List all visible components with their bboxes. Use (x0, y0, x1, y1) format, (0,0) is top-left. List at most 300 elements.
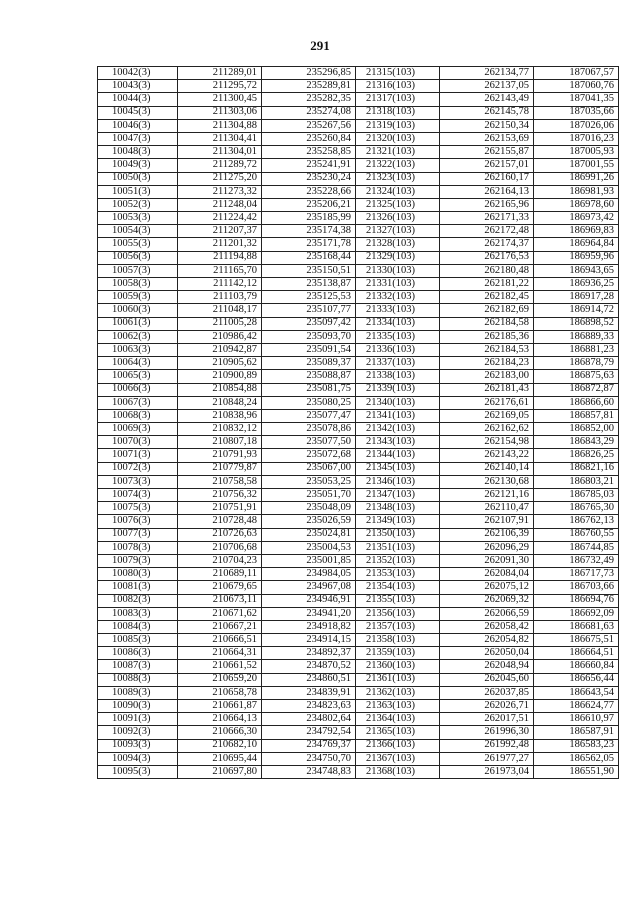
point-id-cell: 21329(103) (356, 251, 440, 264)
x-coordinate-cell: 262184,53 (440, 343, 534, 356)
point-id-cell: 10065(3) (98, 370, 178, 383)
point-id-cell: 10071(3) (98, 449, 178, 462)
x-coordinate-cell: 210682,10 (178, 739, 262, 752)
point-id-cell: 21325(103) (356, 198, 440, 211)
y-coordinate-cell: 186732,49 (534, 554, 619, 567)
point-id-cell: 21363(103) (356, 700, 440, 713)
point-id-cell: 10074(3) (98, 489, 178, 502)
y-coordinate-cell: 234892,37 (262, 647, 356, 660)
y-coordinate-cell: 235138,87 (262, 278, 356, 291)
point-id-cell: 10058(3) (98, 278, 178, 291)
y-coordinate-cell: 187005,93 (534, 146, 619, 159)
x-coordinate-cell: 211289,01 (178, 67, 262, 80)
x-coordinate-cell: 210854,88 (178, 383, 262, 396)
x-coordinate-cell: 210697,80 (178, 765, 262, 778)
x-coordinate-cell: 210673,11 (178, 594, 262, 607)
x-coordinate-cell: 211165,70 (178, 264, 262, 277)
y-coordinate-cell: 235296,85 (262, 67, 356, 80)
point-id-cell: 10086(3) (98, 647, 178, 660)
x-coordinate-cell: 262134,77 (440, 67, 534, 80)
point-id-cell: 21346(103) (356, 475, 440, 488)
y-coordinate-cell: 235282,35 (262, 93, 356, 106)
table-row (98, 475, 619, 488)
x-coordinate-cell: 261973,04 (440, 765, 534, 778)
x-coordinate-cell: 262050,04 (440, 647, 534, 660)
x-coordinate-cell: 262157,01 (440, 159, 534, 172)
y-coordinate-cell: 186587,91 (534, 726, 619, 739)
y-coordinate-cell: 235091,54 (262, 343, 356, 356)
y-coordinate-cell: 186703,66 (534, 581, 619, 594)
x-coordinate-cell: 211304,88 (178, 119, 262, 132)
x-coordinate-cell: 211295,72 (178, 80, 262, 93)
point-id-cell: 10067(3) (98, 396, 178, 409)
point-id-cell: 10078(3) (98, 541, 178, 554)
point-id-cell: 21322(103) (356, 159, 440, 172)
x-coordinate-cell: 262140,14 (440, 462, 534, 475)
point-id-cell: 10093(3) (98, 739, 178, 752)
y-coordinate-cell: 186866,60 (534, 396, 619, 409)
point-id-cell: 21316(103) (356, 80, 440, 93)
y-coordinate-cell: 186692,09 (534, 607, 619, 620)
y-coordinate-cell: 186610,97 (534, 713, 619, 726)
y-coordinate-cell: 235107,77 (262, 304, 356, 317)
point-id-cell: 21364(103) (356, 713, 440, 726)
point-id-cell: 10049(3) (98, 159, 178, 172)
y-coordinate-cell: 186643,54 (534, 686, 619, 699)
y-coordinate-cell: 235053,25 (262, 475, 356, 488)
x-coordinate-cell: 210664,31 (178, 647, 262, 660)
x-coordinate-cell: 262182,69 (440, 304, 534, 317)
x-coordinate-cell: 262176,53 (440, 251, 534, 264)
point-id-cell: 10079(3) (98, 554, 178, 567)
x-coordinate-cell: 210666,30 (178, 726, 262, 739)
x-coordinate-cell: 210704,23 (178, 554, 262, 567)
y-coordinate-cell: 186978,60 (534, 198, 619, 211)
table-row (98, 119, 619, 132)
y-coordinate-cell: 235125,53 (262, 291, 356, 304)
point-id-cell: 10045(3) (98, 106, 178, 119)
point-id-cell: 10091(3) (98, 713, 178, 726)
x-coordinate-cell: 262130,68 (440, 475, 534, 488)
table-row (98, 264, 619, 277)
x-coordinate-cell: 262017,51 (440, 713, 534, 726)
point-id-cell: 10080(3) (98, 568, 178, 581)
point-id-cell: 10070(3) (98, 436, 178, 449)
y-coordinate-cell: 186943,65 (534, 264, 619, 277)
x-coordinate-cell: 262110,47 (440, 502, 534, 515)
point-id-cell: 21367(103) (356, 752, 440, 765)
x-coordinate-cell: 210905,62 (178, 357, 262, 370)
x-coordinate-cell: 210661,52 (178, 660, 262, 673)
y-coordinate-cell: 186744,85 (534, 541, 619, 554)
point-id-cell: 10077(3) (98, 528, 178, 541)
point-id-cell: 10057(3) (98, 264, 178, 277)
x-coordinate-cell: 210661,87 (178, 700, 262, 713)
x-coordinate-cell: 210791,93 (178, 449, 262, 462)
y-coordinate-cell: 186917,28 (534, 291, 619, 304)
table-row (98, 185, 619, 198)
table-row (98, 357, 619, 370)
x-coordinate-cell: 210659,20 (178, 673, 262, 686)
point-id-cell: 21330(103) (356, 264, 440, 277)
x-coordinate-cell: 210726,63 (178, 528, 262, 541)
point-id-cell: 10069(3) (98, 423, 178, 436)
table-row (98, 449, 619, 462)
point-id-cell: 10053(3) (98, 212, 178, 225)
point-id-cell: 10068(3) (98, 409, 178, 422)
point-id-cell: 21366(103) (356, 739, 440, 752)
y-coordinate-cell: 186959,96 (534, 251, 619, 264)
point-id-cell: 10094(3) (98, 752, 178, 765)
y-coordinate-cell: 234792,54 (262, 726, 356, 739)
point-id-cell: 21361(103) (356, 673, 440, 686)
y-coordinate-cell: 235097,42 (262, 317, 356, 330)
point-id-cell: 10062(3) (98, 330, 178, 343)
point-id-cell: 21340(103) (356, 396, 440, 409)
table-row (98, 238, 619, 251)
point-id-cell: 10082(3) (98, 594, 178, 607)
table-row (98, 528, 619, 541)
x-coordinate-cell: 262171,33 (440, 212, 534, 225)
y-coordinate-cell: 186656,44 (534, 673, 619, 686)
y-coordinate-cell: 234967,08 (262, 581, 356, 594)
x-coordinate-cell: 262045,60 (440, 673, 534, 686)
x-coordinate-cell: 211304,41 (178, 132, 262, 145)
y-coordinate-cell: 235230,24 (262, 172, 356, 185)
y-coordinate-cell: 186881,23 (534, 343, 619, 356)
y-coordinate-cell: 234802,64 (262, 713, 356, 726)
x-coordinate-cell: 210758,58 (178, 475, 262, 488)
table-row (98, 212, 619, 225)
table-row (98, 647, 619, 660)
y-coordinate-cell: 186878,79 (534, 357, 619, 370)
point-id-cell: 10083(3) (98, 607, 178, 620)
table-row (98, 634, 619, 647)
x-coordinate-cell: 211005,28 (178, 317, 262, 330)
y-coordinate-cell: 186826,25 (534, 449, 619, 462)
x-coordinate-cell: 211248,04 (178, 198, 262, 211)
x-coordinate-cell: 262096,29 (440, 541, 534, 554)
x-coordinate-cell: 210689,11 (178, 568, 262, 581)
point-id-cell: 10043(3) (98, 80, 178, 93)
point-id-cell: 21321(103) (356, 146, 440, 159)
table-row (98, 93, 619, 106)
y-coordinate-cell: 235274,08 (262, 106, 356, 119)
y-coordinate-cell: 186889,33 (534, 330, 619, 343)
table-row (98, 409, 619, 422)
table-row (98, 396, 619, 409)
point-id-cell: 10088(3) (98, 673, 178, 686)
table-row (98, 370, 619, 383)
y-coordinate-cell: 186762,13 (534, 515, 619, 528)
y-coordinate-cell: 186843,29 (534, 436, 619, 449)
point-id-cell: 10087(3) (98, 660, 178, 673)
table-row (98, 515, 619, 528)
point-id-cell: 10055(3) (98, 238, 178, 251)
point-id-cell: 21341(103) (356, 409, 440, 422)
table-row (98, 554, 619, 567)
point-id-cell: 21357(103) (356, 620, 440, 633)
table-row (98, 251, 619, 264)
table-row (98, 436, 619, 449)
x-coordinate-cell: 262075,12 (440, 581, 534, 594)
table-row (98, 765, 619, 778)
point-id-cell: 21349(103) (356, 515, 440, 528)
y-coordinate-cell: 186717,73 (534, 568, 619, 581)
point-id-cell: 21336(103) (356, 343, 440, 356)
point-id-cell: 21337(103) (356, 357, 440, 370)
table-row (98, 541, 619, 554)
table-row (98, 159, 619, 172)
y-coordinate-cell: 234914,15 (262, 634, 356, 647)
x-coordinate-cell: 210658,78 (178, 686, 262, 699)
point-id-cell: 10052(3) (98, 198, 178, 211)
x-coordinate-cell: 210671,62 (178, 607, 262, 620)
x-coordinate-cell: 262066,59 (440, 607, 534, 620)
table-row (98, 317, 619, 330)
y-coordinate-cell: 186681,63 (534, 620, 619, 633)
x-coordinate-cell: 210807,18 (178, 436, 262, 449)
x-coordinate-cell: 262037,85 (440, 686, 534, 699)
table-row (98, 278, 619, 291)
point-id-cell: 21365(103) (356, 726, 440, 739)
y-coordinate-cell: 186660,84 (534, 660, 619, 673)
x-coordinate-cell: 262162,62 (440, 423, 534, 436)
point-id-cell: 10072(3) (98, 462, 178, 475)
table-row (98, 739, 619, 752)
point-id-cell: 21345(103) (356, 462, 440, 475)
y-coordinate-cell: 186973,42 (534, 212, 619, 225)
y-coordinate-cell: 186872,87 (534, 383, 619, 396)
point-id-cell: 21362(103) (356, 686, 440, 699)
point-id-cell: 21332(103) (356, 291, 440, 304)
point-id-cell: 21334(103) (356, 317, 440, 330)
y-coordinate-cell: 235228,66 (262, 185, 356, 198)
x-coordinate-cell: 262069,32 (440, 594, 534, 607)
x-coordinate-cell: 262160,17 (440, 172, 534, 185)
coordinates-table (97, 66, 619, 779)
point-id-cell: 21351(103) (356, 541, 440, 554)
y-coordinate-cell: 234870,52 (262, 660, 356, 673)
y-coordinate-cell: 186583,23 (534, 739, 619, 752)
table-row (98, 330, 619, 343)
y-coordinate-cell: 186562,05 (534, 752, 619, 765)
point-id-cell: 21317(103) (356, 93, 440, 106)
x-coordinate-cell: 210728,48 (178, 515, 262, 528)
y-coordinate-cell: 187035,66 (534, 106, 619, 119)
point-id-cell: 10085(3) (98, 634, 178, 647)
y-coordinate-cell: 235241,91 (262, 159, 356, 172)
x-coordinate-cell: 262184,58 (440, 317, 534, 330)
x-coordinate-cell: 262143,49 (440, 93, 534, 106)
y-coordinate-cell: 186875,63 (534, 370, 619, 383)
point-id-cell: 21360(103) (356, 660, 440, 673)
point-id-cell: 10081(3) (98, 581, 178, 594)
y-coordinate-cell: 186981,93 (534, 185, 619, 198)
y-coordinate-cell: 186765,30 (534, 502, 619, 515)
y-coordinate-cell: 235206,21 (262, 198, 356, 211)
y-coordinate-cell: 234769,37 (262, 739, 356, 752)
table-row (98, 581, 619, 594)
y-coordinate-cell: 235077,50 (262, 436, 356, 449)
point-id-cell: 10046(3) (98, 119, 178, 132)
point-id-cell: 10092(3) (98, 726, 178, 739)
y-coordinate-cell: 234839,91 (262, 686, 356, 699)
y-coordinate-cell: 235185,99 (262, 212, 356, 225)
y-coordinate-cell: 235024,81 (262, 528, 356, 541)
point-id-cell: 10064(3) (98, 357, 178, 370)
x-coordinate-cell: 262145,78 (440, 106, 534, 119)
x-coordinate-cell: 261992,48 (440, 739, 534, 752)
point-id-cell: 21352(103) (356, 554, 440, 567)
x-coordinate-cell: 262164,13 (440, 185, 534, 198)
y-coordinate-cell: 186803,21 (534, 475, 619, 488)
table-row (98, 225, 619, 238)
point-id-cell: 21348(103) (356, 502, 440, 515)
point-id-cell: 21327(103) (356, 225, 440, 238)
x-coordinate-cell: 210756,32 (178, 489, 262, 502)
y-coordinate-cell: 186969,83 (534, 225, 619, 238)
point-id-cell: 10047(3) (98, 132, 178, 145)
point-id-cell: 21335(103) (356, 330, 440, 343)
y-coordinate-cell: 234748,83 (262, 765, 356, 778)
point-id-cell: 21359(103) (356, 647, 440, 660)
y-coordinate-cell: 186551,90 (534, 765, 619, 778)
x-coordinate-cell: 262058,42 (440, 620, 534, 633)
x-coordinate-cell: 210667,21 (178, 620, 262, 633)
x-coordinate-cell: 262048,94 (440, 660, 534, 673)
table-row (98, 132, 619, 145)
y-coordinate-cell: 186914,72 (534, 304, 619, 317)
point-id-cell: 21356(103) (356, 607, 440, 620)
x-coordinate-cell: 262091,30 (440, 554, 534, 567)
x-coordinate-cell: 262143,22 (440, 449, 534, 462)
x-coordinate-cell: 211275,20 (178, 172, 262, 185)
x-coordinate-cell: 262150,34 (440, 119, 534, 132)
x-coordinate-cell: 210848,24 (178, 396, 262, 409)
y-coordinate-cell: 234984,05 (262, 568, 356, 581)
x-coordinate-cell: 262185,36 (440, 330, 534, 343)
point-id-cell: 21319(103) (356, 119, 440, 132)
y-coordinate-cell: 235174,38 (262, 225, 356, 238)
point-id-cell: 21315(103) (356, 67, 440, 80)
y-coordinate-cell: 234941,20 (262, 607, 356, 620)
point-id-cell: 10056(3) (98, 251, 178, 264)
x-coordinate-cell: 210942,87 (178, 343, 262, 356)
y-coordinate-cell: 186664,51 (534, 647, 619, 660)
x-coordinate-cell: 262174,37 (440, 238, 534, 251)
x-coordinate-cell: 261996,30 (440, 726, 534, 739)
table-row (98, 383, 619, 396)
x-coordinate-cell: 211048,17 (178, 304, 262, 317)
x-coordinate-cell: 262182,45 (440, 291, 534, 304)
y-coordinate-cell: 186760,55 (534, 528, 619, 541)
point-id-cell: 10051(3) (98, 185, 178, 198)
point-id-cell: 10076(3) (98, 515, 178, 528)
point-id-cell: 10066(3) (98, 383, 178, 396)
y-coordinate-cell: 235026,59 (262, 515, 356, 528)
point-id-cell: 21368(103) (356, 765, 440, 778)
y-coordinate-cell: 186852,00 (534, 423, 619, 436)
x-coordinate-cell: 211304,01 (178, 146, 262, 159)
point-id-cell: 10063(3) (98, 343, 178, 356)
table-row (98, 198, 619, 211)
x-coordinate-cell: 262026,71 (440, 700, 534, 713)
y-coordinate-cell: 235081,75 (262, 383, 356, 396)
x-coordinate-cell: 211201,32 (178, 238, 262, 251)
x-coordinate-cell: 211103,79 (178, 291, 262, 304)
x-coordinate-cell: 262084,04 (440, 568, 534, 581)
point-id-cell: 10095(3) (98, 765, 178, 778)
point-id-cell: 10059(3) (98, 291, 178, 304)
table-row (98, 343, 619, 356)
point-id-cell: 21344(103) (356, 449, 440, 462)
table-row (98, 146, 619, 159)
point-id-cell: 21347(103) (356, 489, 440, 502)
point-id-cell: 21355(103) (356, 594, 440, 607)
y-coordinate-cell: 187041,35 (534, 93, 619, 106)
point-id-cell: 21339(103) (356, 383, 440, 396)
x-coordinate-cell: 261977,27 (440, 752, 534, 765)
point-id-cell: 21331(103) (356, 278, 440, 291)
point-id-cell: 21328(103) (356, 238, 440, 251)
point-id-cell: 10084(3) (98, 620, 178, 633)
point-id-cell: 21323(103) (356, 172, 440, 185)
x-coordinate-cell: 262154,98 (440, 436, 534, 449)
table-row (98, 607, 619, 620)
x-coordinate-cell: 262107,91 (440, 515, 534, 528)
x-coordinate-cell: 210986,42 (178, 330, 262, 343)
y-coordinate-cell: 186675,51 (534, 634, 619, 647)
y-coordinate-cell: 186898,52 (534, 317, 619, 330)
x-coordinate-cell: 210779,87 (178, 462, 262, 475)
x-coordinate-cell: 262184,23 (440, 357, 534, 370)
point-id-cell: 10061(3) (98, 317, 178, 330)
y-coordinate-cell: 235072,68 (262, 449, 356, 462)
point-id-cell: 10090(3) (98, 700, 178, 713)
table-row (98, 726, 619, 739)
point-id-cell: 21318(103) (356, 106, 440, 119)
table-row (98, 686, 619, 699)
y-coordinate-cell: 235001,85 (262, 554, 356, 567)
point-id-cell: 10073(3) (98, 475, 178, 488)
x-coordinate-cell: 262121,16 (440, 489, 534, 502)
table-row (98, 106, 619, 119)
x-coordinate-cell: 211207,37 (178, 225, 262, 238)
point-id-cell: 21342(103) (356, 423, 440, 436)
y-coordinate-cell: 234750,70 (262, 752, 356, 765)
point-id-cell: 10075(3) (98, 502, 178, 515)
table-row (98, 423, 619, 436)
table-row (98, 291, 619, 304)
point-id-cell: 21354(103) (356, 581, 440, 594)
x-coordinate-cell: 211273,32 (178, 185, 262, 198)
x-coordinate-cell: 210664,13 (178, 713, 262, 726)
y-coordinate-cell: 234860,51 (262, 673, 356, 686)
x-coordinate-cell: 262181,22 (440, 278, 534, 291)
table-row (98, 80, 619, 93)
x-coordinate-cell: 262181,43 (440, 383, 534, 396)
y-coordinate-cell: 235267,56 (262, 119, 356, 132)
table-row (98, 673, 619, 686)
point-id-cell: 10050(3) (98, 172, 178, 185)
y-coordinate-cell: 234823,63 (262, 700, 356, 713)
y-coordinate-cell: 235078,86 (262, 423, 356, 436)
table-row (98, 594, 619, 607)
table-row (98, 502, 619, 515)
x-coordinate-cell: 262180,48 (440, 264, 534, 277)
y-coordinate-cell: 235093,70 (262, 330, 356, 343)
